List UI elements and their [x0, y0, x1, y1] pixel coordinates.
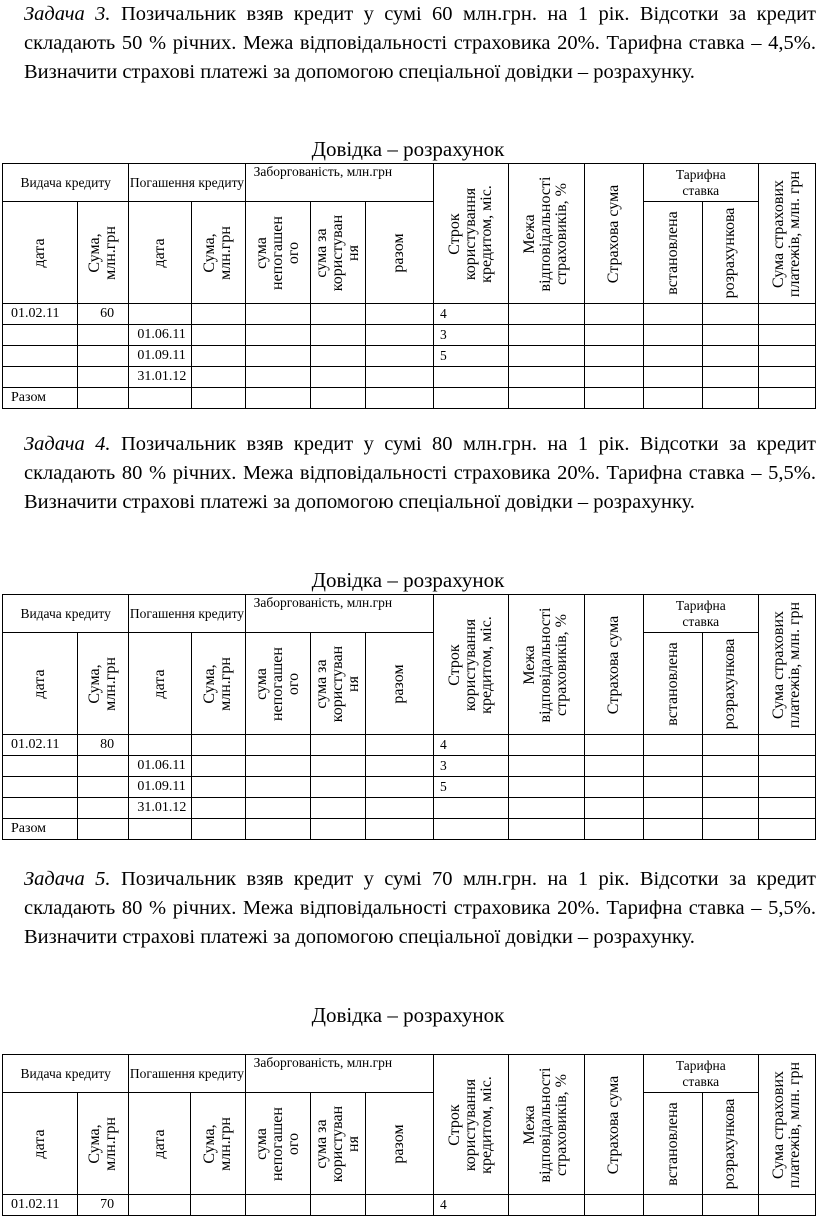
empty-cell	[643, 735, 702, 756]
header-insurance-payments: Сума страхових платежів, млн. грн	[769, 170, 803, 297]
empty-cell	[78, 756, 129, 777]
header-insured-sum: Страхова сума	[604, 615, 622, 714]
empty-cell	[365, 756, 433, 777]
header-issue-date: дата	[31, 668, 49, 699]
task-statement: Позичальник взяв кредит у сумі 60 млн.грн. на 1 рік. Відсотки за кредит складають 50 % річних. Межа відповідальності страховика 20%. Тарифна ставка – 4,5%. Визначити страхові платежі за допомогою спеціальної довідки – розрахунку.	[24, 3, 816, 83]
header-loan-issue: Видача кредиту	[3, 595, 129, 633]
empty-cell	[508, 346, 584, 367]
empty-cell	[584, 777, 643, 798]
term-cell	[433, 798, 508, 819]
task-statement: Позичальник взяв кредит у сумі 80 млн.грн. на 1 рік. Відсотки за кредит складають 80 % річних. Межа відповідальності страховика 20%. Тарифна ставка – 5,5%. Визначити страхові платежі за допомогою спеціальної довідки – розрахунку.	[24, 433, 816, 513]
header-total: разом	[390, 663, 408, 704]
empty-cell	[192, 325, 246, 346]
empty-cell	[643, 819, 702, 840]
empty-cell	[311, 819, 366, 840]
issue-date-cell: 01.02.11	[3, 304, 78, 325]
empty-cell	[365, 388, 433, 409]
empty-cell	[702, 756, 758, 777]
empty-cell	[78, 325, 129, 346]
empty-cell	[3, 325, 78, 346]
empty-cell	[702, 325, 758, 346]
table-caption: Довідка – розрахунок	[311, 137, 505, 161]
empty-cell	[758, 777, 815, 798]
table-row	[3, 756, 816, 777]
empty-cell	[433, 819, 508, 840]
empty-cell	[584, 367, 643, 388]
header-repay-date: дата	[151, 668, 169, 699]
header-debt: Заборгованість, млн.грн	[245, 1055, 433, 1093]
empty-cell	[78, 777, 129, 798]
empty-cell	[702, 798, 758, 819]
empty-cell	[702, 367, 758, 388]
repay-date-cell: 01.06.11	[129, 325, 192, 346]
empty-cell	[758, 735, 815, 756]
header-interest-sum: сума за користуван ня	[312, 645, 362, 722]
header-tariff-calc: розрахункова	[721, 638, 739, 729]
repay-date-cell	[129, 1195, 191, 1216]
header-issue-sum: Сума, млн.грн	[86, 225, 120, 280]
header-term: Строк користування кредитом, міс.	[445, 615, 495, 714]
header-repay-sum: Сума, млн.грн	[201, 656, 235, 711]
header-loan-issue: Видача кредиту	[3, 1055, 129, 1093]
header-insured-sum: Страхова сума	[604, 184, 622, 283]
empty-cell	[245, 346, 310, 367]
header-tariff-set: встановлена	[663, 641, 681, 726]
empty-cell	[311, 756, 366, 777]
empty-cell	[311, 777, 366, 798]
empty-cell	[311, 346, 366, 367]
empty-cell	[702, 1195, 758, 1216]
header-issue-date: дата	[31, 237, 49, 268]
empty-cell	[365, 304, 433, 325]
empty-cell	[192, 346, 246, 367]
repay-date-cell	[129, 304, 192, 325]
repay-date-cell: 01.09.11	[129, 346, 192, 367]
header-loan-repayment: Погашення кредиту	[129, 595, 245, 633]
empty-cell	[191, 1195, 246, 1216]
empty-cell	[78, 819, 129, 840]
table-row	[3, 777, 816, 798]
empty-cell	[192, 756, 246, 777]
empty-cell	[584, 819, 643, 840]
empty-cell	[192, 735, 246, 756]
table-row	[3, 735, 816, 756]
empty-cell	[129, 388, 192, 409]
repay-date-cell: 01.09.11	[129, 777, 192, 798]
term-cell	[433, 367, 508, 388]
term-cell: 4	[433, 304, 508, 325]
empty-cell	[508, 735, 584, 756]
empty-cell	[758, 346, 815, 367]
empty-cell	[758, 819, 815, 840]
empty-cell	[245, 798, 310, 819]
empty-cell	[311, 798, 366, 819]
term-cell: 4	[433, 1195, 508, 1216]
header-loan-issue: Видача кредиту	[3, 164, 129, 202]
empty-cell	[192, 304, 246, 325]
task-statement: Позичальник взяв кредит у сумі 70 млн.грн. на 1 рік. Відсотки за кредит складають 80 % річних. Межа відповідальності страховика 20%. Тарифна ставка – 5,5%. Визначити страхові платежі за допомогою спеціальної довідки – розрахунку.	[24, 868, 816, 948]
table-row	[3, 325, 816, 346]
header-issue-date: дата	[31, 1128, 49, 1159]
empty-cell	[78, 346, 129, 367]
empty-cell	[508, 304, 584, 325]
term-cell: 4	[433, 735, 508, 756]
empty-cell	[245, 367, 310, 388]
empty-cell	[702, 735, 758, 756]
empty-cell	[758, 388, 815, 409]
empty-cell	[643, 756, 702, 777]
empty-cell	[584, 346, 643, 367]
header-liability-limit: Межа відповідальності страховиків, %	[521, 607, 571, 722]
task-4-text	[24, 430, 816, 517]
empty-cell	[311, 388, 366, 409]
empty-cell	[584, 304, 643, 325]
header-term: Строк користування кредитом, міс.	[445, 1075, 495, 1174]
empty-cell	[584, 756, 643, 777]
header-interest-sum: сума за користуван ня	[312, 214, 362, 291]
empty-cell	[758, 798, 815, 819]
empty-cell	[365, 819, 433, 840]
task-3-text	[24, 0, 816, 87]
empty-cell	[643, 777, 702, 798]
empty-cell	[245, 735, 310, 756]
table-caption: Довідка – розрахунок	[311, 568, 505, 592]
empty-cell	[365, 777, 433, 798]
empty-cell	[508, 756, 584, 777]
total-label-cell: Разом	[3, 819, 78, 840]
header-tariff-calc: розрахункова	[721, 207, 739, 298]
repay-date-cell: 31.01.12	[129, 367, 192, 388]
empty-cell	[508, 777, 584, 798]
repay-date-cell: 01.06.11	[129, 756, 192, 777]
empty-cell	[758, 756, 815, 777]
issue-sum-cell: 60	[78, 304, 129, 325]
header-insurance-payments: Сума страхових платежів, млн. грн	[769, 601, 803, 728]
empty-cell	[365, 1195, 433, 1216]
header-tariff-rate: Тарифна ставка	[643, 164, 758, 202]
header-debt: Заборгованість, млн.грн	[245, 595, 433, 633]
empty-cell	[245, 304, 310, 325]
header-tariff-rate: Тарифна ставка	[643, 595, 758, 633]
task-label: Задача 5.	[24, 868, 111, 890]
header-issue-sum: Сума, млн.грн	[86, 656, 120, 711]
empty-cell	[643, 1195, 702, 1216]
empty-cell	[365, 346, 433, 367]
header-total: разом	[390, 1123, 408, 1164]
term-cell: 3	[433, 325, 508, 346]
empty-cell	[584, 798, 643, 819]
empty-cell	[311, 367, 366, 388]
empty-cell	[643, 325, 702, 346]
issue-sum-cell: 70	[78, 1195, 129, 1216]
empty-cell	[311, 325, 366, 346]
issue-date-cell: 01.02.11	[3, 735, 78, 756]
empty-cell	[643, 388, 702, 409]
header-repay-sum: Сума, млн.грн	[200, 1116, 234, 1171]
empty-cell	[192, 777, 246, 798]
empty-cell	[78, 367, 129, 388]
empty-cell	[129, 819, 192, 840]
empty-cell	[758, 367, 815, 388]
table-row-total	[3, 819, 816, 840]
header-insured-sum: Страхова сума	[604, 1075, 622, 1174]
header-loan-repayment: Погашення кредиту	[129, 164, 245, 202]
header-liability-limit: Межа відповідальності страховиків, %	[521, 176, 571, 291]
empty-cell	[508, 325, 584, 346]
table-caption: Довідка – розрахунок	[311, 1003, 505, 1027]
empty-cell	[3, 756, 78, 777]
header-tariff-calc: розрахункова	[721, 1098, 739, 1189]
empty-cell	[433, 388, 508, 409]
empty-cell	[245, 756, 310, 777]
empty-cell	[758, 325, 815, 346]
empty-cell	[702, 346, 758, 367]
term-cell: 3	[433, 756, 508, 777]
header-repay-sum: Сума, млн.грн	[201, 225, 235, 280]
header-term: Строк користування кредитом, міс.	[445, 184, 495, 283]
header-repay-date: дата	[151, 237, 169, 268]
header-repay-date: дата	[150, 1128, 168, 1159]
header-liability-limit: Межа відповідальності страховиків, %	[521, 1067, 571, 1182]
empty-cell	[643, 346, 702, 367]
issue-sum-cell: 80	[78, 735, 129, 756]
empty-cell	[245, 1195, 310, 1216]
task-5-text	[24, 865, 816, 952]
table-row	[3, 304, 816, 325]
empty-cell	[758, 304, 815, 325]
empty-cell	[192, 388, 246, 409]
header-interest-sum: сума за користуван ня	[312, 1105, 362, 1182]
empty-cell	[3, 798, 78, 819]
empty-cell	[192, 819, 246, 840]
header-insurance-payments: Сума страхових платежів, млн. грн	[769, 1061, 803, 1188]
empty-cell	[192, 367, 246, 388]
empty-cell	[3, 777, 78, 798]
empty-cell	[584, 1195, 643, 1216]
empty-cell	[245, 819, 310, 840]
table-row	[3, 346, 816, 367]
header-unpaid-sum: сума непогашен ого	[252, 1106, 302, 1181]
header-debt: Заборгованість, млн.грн	[245, 164, 433, 202]
header-unpaid-sum: сума непогашен ого	[252, 215, 302, 290]
empty-cell	[245, 388, 310, 409]
empty-cell	[508, 1195, 584, 1216]
empty-cell	[643, 798, 702, 819]
empty-cell	[3, 346, 78, 367]
table-row	[3, 367, 816, 388]
empty-cell	[508, 388, 584, 409]
empty-cell	[192, 798, 246, 819]
header-tariff-set: встановлена	[663, 1101, 681, 1186]
empty-cell	[508, 798, 584, 819]
total-label-cell: Разом	[3, 388, 78, 409]
header-unpaid-sum: сума непогашен ого	[252, 646, 302, 721]
table-row-total	[3, 388, 816, 409]
term-cell: 5	[433, 777, 508, 798]
empty-cell	[508, 819, 584, 840]
header-tariff-rate: Тарифна ставка	[643, 1055, 758, 1093]
empty-cell	[702, 304, 758, 325]
empty-cell	[508, 367, 584, 388]
issue-date-cell: 01.02.11	[3, 1195, 78, 1216]
empty-cell	[311, 1195, 366, 1216]
empty-cell	[758, 1195, 815, 1216]
empty-cell	[78, 388, 129, 409]
empty-cell	[245, 325, 310, 346]
empty-cell	[78, 798, 129, 819]
empty-cell	[3, 367, 78, 388]
empty-cell	[702, 777, 758, 798]
empty-cell	[643, 304, 702, 325]
term-cell: 5	[433, 346, 508, 367]
empty-cell	[311, 304, 366, 325]
table-row	[3, 1195, 816, 1216]
table-row	[3, 798, 816, 819]
repay-date-cell	[129, 735, 192, 756]
header-total: разом	[390, 232, 408, 273]
empty-cell	[311, 735, 366, 756]
empty-cell	[702, 819, 758, 840]
header-issue-sum: Сума, млн.грн	[86, 1116, 120, 1171]
empty-cell	[245, 777, 310, 798]
empty-cell	[643, 367, 702, 388]
empty-cell	[702, 388, 758, 409]
empty-cell	[584, 325, 643, 346]
task-label: Задача 3.	[24, 3, 111, 25]
task-label: Задача 4.	[24, 433, 111, 455]
empty-cell	[584, 735, 643, 756]
empty-cell	[365, 367, 433, 388]
empty-cell	[584, 388, 643, 409]
empty-cell	[365, 735, 433, 756]
empty-cell	[365, 798, 433, 819]
header-tariff-set: встановлена	[663, 210, 681, 295]
empty-cell	[365, 325, 433, 346]
header-loan-repayment: Погашення кредиту	[129, 1055, 245, 1093]
repay-date-cell: 31.01.12	[129, 798, 192, 819]
